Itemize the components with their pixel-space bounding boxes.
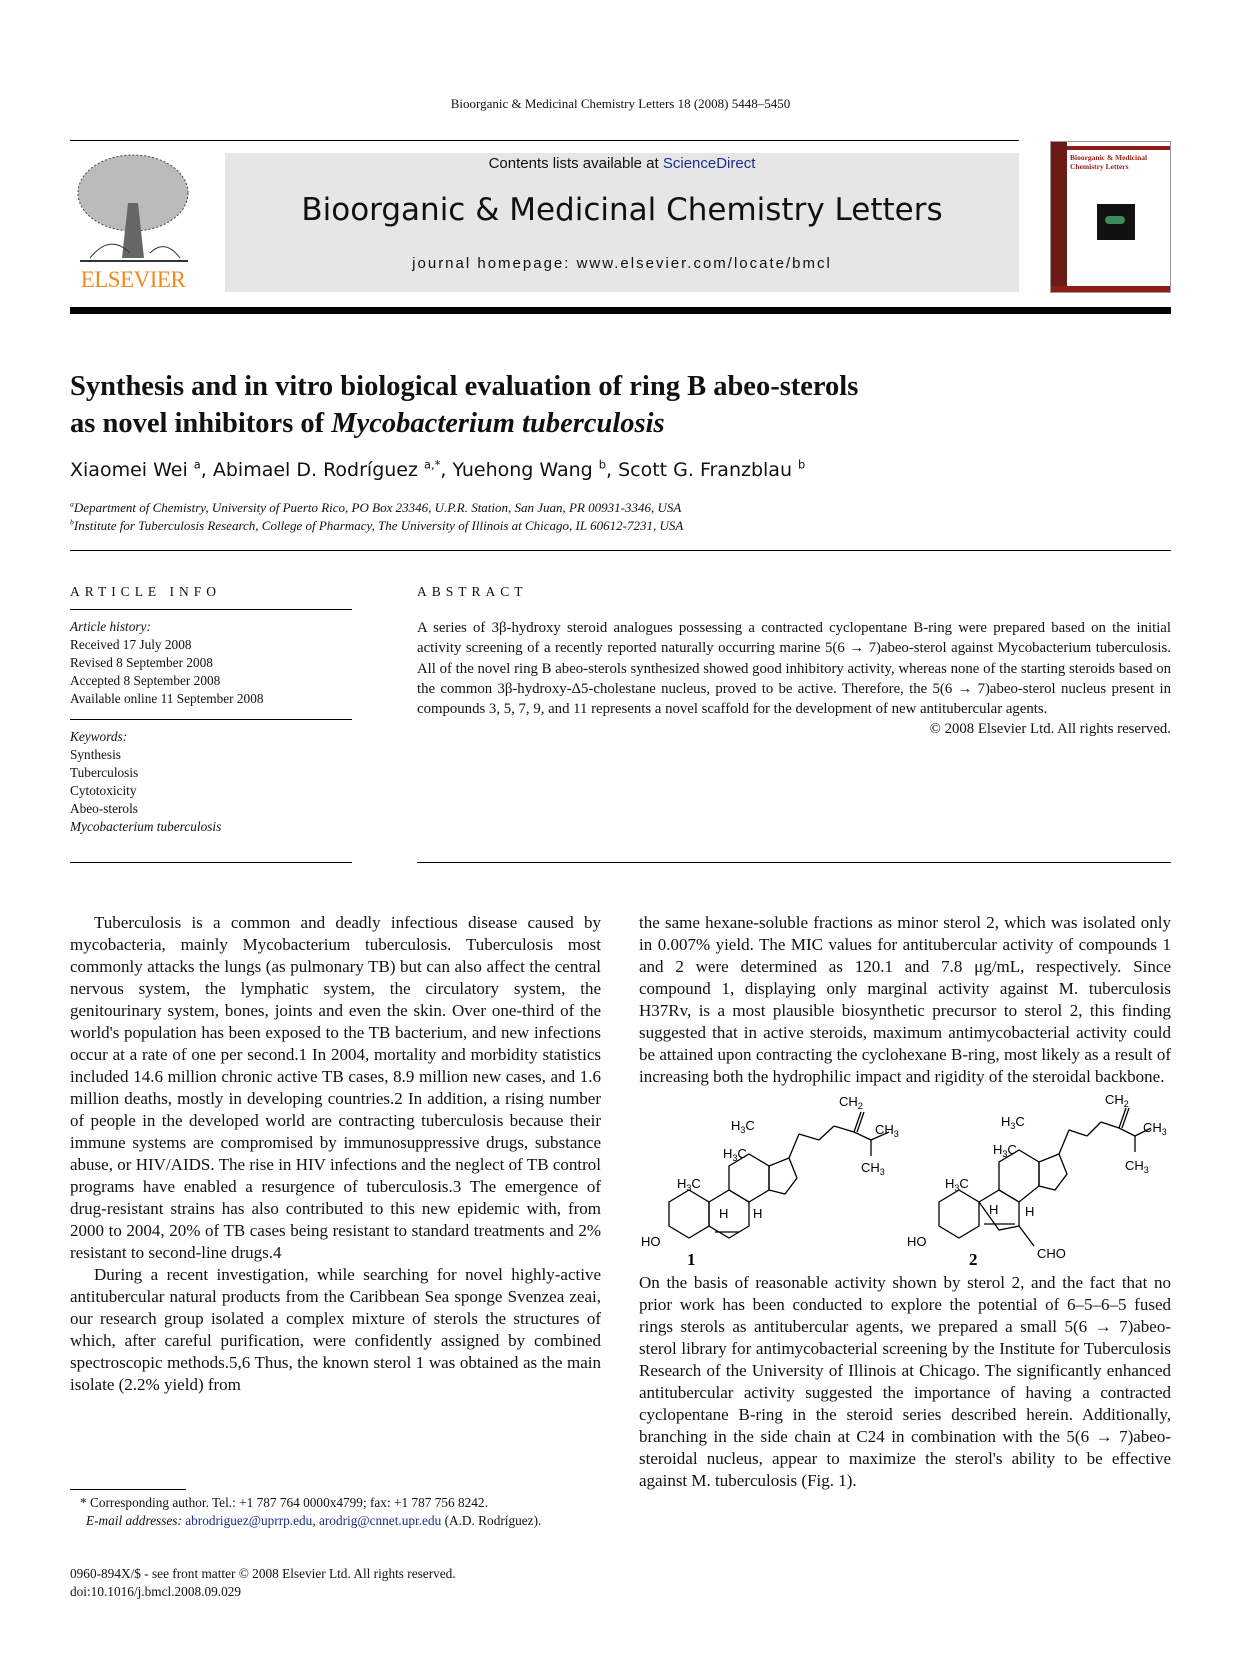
keyword: Abeo-sterols	[70, 801, 138, 816]
cover-title: Bioorganic & Medicinal Chemistry Letters	[1070, 153, 1148, 171]
abstract-heading: ABSTRACT	[417, 584, 528, 599]
keyword: Synthesis	[70, 747, 121, 762]
email-suffix: (A.D. Rodríguez).	[444, 1513, 542, 1528]
abstract	[417, 584, 1171, 740]
history-item: Available online 11 September 2008	[70, 691, 264, 706]
affiliation: $^a$Department of Chemistry, University of Puerto Rico, PO Box 23346, U.P.R. Station, San Juan, PR 00931-3346, USA	[70, 499, 682, 515]
header-rule	[70, 307, 1171, 314]
email-label: E-mail addresses:	[86, 1513, 182, 1528]
body-column-left	[70, 912, 601, 1396]
divider	[70, 140, 1019, 141]
footnote-rule	[70, 1489, 186, 1490]
sterol-structures-diagram	[639, 1090, 1171, 1268]
history-item: Revised 8 September 2008	[70, 655, 213, 670]
abstract-text: A series of 3β-hydroxy steroid analogues possessing a contracted cyclopentane B-ring were prepared based on the initial activity screening of a recently reported naturally occurring marine 5(6 → 7)abeo-sterol against Mycobacterium tuberculosis. All of the novel ring B abeo-sterols synthesized showed good inhibitory activity, whereas none of the starting steroids based on the common 3β-hydroxy-Δ5-cholestane nucleus, proved to be active. Therefore, the 5(6 → 7)abeo-sterol nucleus present in compounds 3, 5, 7, 9, and 11 represents a novel scaffold for the development of new antitubercular agents.	[417, 620, 1171, 718]
svg-text:H3C: $H_3C$	[723, 1146, 747, 1163]
author-list: Xiaomei Wei $^a$, Abimael D. Rodríguez $^{a,*}$, Yuehong Wang $^b$, Scott G. Franzblau $^b$	[70, 457, 806, 481]
tree-icon	[70, 153, 196, 265]
figure-structures	[639, 1090, 1171, 1268]
publisher-logo-text: ELSEVIER	[80, 267, 186, 292]
svg-text:CH2: $CH_2$	[839, 1094, 863, 1111]
copyright: © 2008 Elsevier Ltd. All rights reserved.	[929, 721, 1171, 738]
svg-text:H: H	[753, 1206, 763, 1221]
body-paragraph: On the basis of reasonable activity shown by sterol 2, and the fact that no prior work has been conducted to explore the potential of 6–5–6–5 fused rings sterols as antitubercular agents, we prepared a small 5(6 → 7)abeo-sterol library for antimycobacterial screening by the Institute for Tuberculosis Research of the University of Illinois at Chicago. The significantly enhanced antitubercular activity suggested the importance of having a contracted cyclopentane B-ring in the steroid series described herein. Additionally, branching in the side chain at C24 in combination with the 5(6 → 7)abeo-steroidal nucleus, appear to maximize the sterol's ability to be effective against M. tuberculosis (Fig. 1).	[639, 1273, 1171, 1490]
author[interactable]: Yuehong Wang $^b$	[452, 457, 606, 481]
running-header: Bioorganic & Medicinal Chemistry Letters 18 (2008) 5448–5450	[450, 96, 791, 111]
journal-banner	[225, 153, 1019, 292]
svg-text:H: H	[719, 1206, 729, 1221]
article-info-heading: ARTICLE INFO	[70, 584, 222, 599]
body-column-right	[639, 912, 1171, 1492]
svg-text:H: H	[1025, 1204, 1035, 1219]
keyword: Cytotoxicity	[70, 783, 137, 798]
svg-text:CH3: $CH_3$	[1143, 1120, 1167, 1137]
keywords-label: Keywords:	[70, 729, 128, 744]
svg-text:H: H	[989, 1202, 999, 1217]
issn-line: 0960-894X/$ - see front matter © 2008 Elsevier Ltd. All rights reserved.	[70, 1566, 456, 1581]
compound-2-label: 2	[969, 1250, 978, 1268]
sciencedirect-link[interactable]: ScienceDirect	[662, 155, 756, 172]
title-line-1: Synthesis and in vitro biological evaluation of ring B abeo-sterols	[70, 371, 859, 402]
history-item: Accepted 8 September 2008	[70, 673, 221, 688]
article-title	[70, 368, 1170, 442]
article-info	[70, 584, 352, 836]
contents-prefix: Contents lists available at	[488, 155, 663, 172]
svg-text:CH2: $CH_2$	[1105, 1092, 1129, 1109]
body-paragraph: During a recent investigation, while searching for novel highly-active antitubercular natural products from the Caribbean Sea sponge Svenzea zeai, our research group isolated a complex mixture of sterols the structures of which, after careful purification, were confidently assigned by combined spectroscopic methods.5,6 Thus, the known sterol 1 was obtained as the main isolate (2.2% yield) from	[70, 1265, 601, 1394]
doi[interactable]: doi:10.1016/j.bmcl.2008.09.029	[70, 1584, 242, 1599]
compound-1-label: 1	[687, 1250, 696, 1268]
author[interactable]: Scott G. Franzblau $^b$	[618, 457, 806, 481]
journal-title: Bioorganic & Medicinal Chemistry Letters	[301, 192, 943, 228]
journal-homepage[interactable]: journal homepage: www.elsevier.com/locate/bmcl	[412, 255, 832, 272]
svg-text:H3C: $H_3C$	[1001, 1114, 1025, 1131]
front-matter	[70, 1565, 456, 1601]
title-line-2: as novel inhibitors of	[70, 408, 332, 439]
divider	[417, 862, 1171, 863]
body-paragraph: Tuberculosis is a common and deadly infectious disease caused by mycobacteria, mainly Mycobacterium tuberculosis. Tuberculosis most commonly attacks the lungs (as pulmonary TB) but can also affect the central nervous system, the lymphatic system, the circulatory system, the genitourinary system, bones, joints and even the skin. Over one-third of the world's population has been exposed to the TB bacterium, and new infections occur at a rate of one per second.1 In 2004, mortality and morbidity statistics included 14.6 million chronic active TB cases, 8.9 million new cases, and 1.6 million deaths, mostly in developing countries.2 In addition, a rising number of people in the developed world are contracting tuberculosis because their immune systems are compromised by immunosuppressive drugs, substance abuse, or HIV/AIDS. The rise in HIV infections and the neglect of TB control programs have enabled a resurgence of tuberculosis.3 The emergence of drug-resistant strains has also contributed to this new epidemic with, from 2000 to 2004, 20% of TB cases being resistant to standard treatments and 2% resistant to second-line drugs.4	[70, 913, 601, 1262]
keyword: Mycobacterium tuberculosis	[70, 819, 222, 834]
contents-line	[225, 155, 1019, 172]
svg-text:CHO: CHO	[1037, 1246, 1066, 1261]
svg-text:H3C: $H_3C$	[993, 1142, 1017, 1159]
history-item: Received 17 July 2008	[70, 637, 192, 652]
divider	[70, 550, 1171, 551]
svg-text:CH3: $CH_3$	[1125, 1158, 1149, 1175]
svg-text:HO: HO	[907, 1234, 927, 1249]
body-paragraph: the same hexane-soluble fractions as minor sterol 2, which was isolated only in 0.007% yield. The MIC values for antitubercular activity of compounds 1 and 2 were determined as 120.1 and 7.8 μg/mL, respectively. Since compound 1, displaying only marginal activity against M. tuberculosis H37Rv, is a most plausible biosynthetic precursor to sterol 2, this finding suggested that in active steroids, maximum antimycobacterial activity could be attained upon contracting the cyclohexane B-ring, most likely as a result of increasing both the hydrophilic impact and rigidity of the steroidal backbone.	[639, 913, 1171, 1086]
svg-text:CH3: $CH_3$	[861, 1160, 885, 1177]
divider	[70, 862, 352, 863]
corresponding-author: * Corresponding author. Tel.: +1 787 764 0000x4799; fax: +1 787 756 8242.	[80, 1495, 488, 1510]
elsevier-logo	[70, 153, 196, 293]
history-label: Article history:	[70, 619, 151, 634]
hydroxyl-label: HO	[641, 1234, 661, 1249]
title-organism: Mycobacterium tuberculosis	[331, 408, 665, 439]
email-link[interactable]: arodrig@cnnet.upr.edu	[318, 1513, 442, 1528]
author[interactable]: Xiaomei Wei $^a$	[70, 457, 201, 481]
svg-text:H3C: $H_3C$	[677, 1176, 701, 1193]
journal-cover	[1050, 141, 1171, 293]
affiliation: $^b$Institute for Tuberculosis Research, College of Pharmacy, The University of Illinois at Chicago, IL 60612-7231, USA	[70, 517, 684, 533]
footnote: * Corresponding author. Tel.: +1 787 764 0000x4799; fax: +1 787 756 8242. E-mail addresses: abrodriguez@uprrp.edu, arodrig@cnnet.upr.edu (A.D. Rodríguez).	[70, 1494, 601, 1530]
author[interactable]: Abimael D. Rodríguez $^{a,*}$	[212, 457, 441, 481]
keyword: Tuberculosis	[70, 765, 139, 780]
svg-text:H3C: $H_3C$	[945, 1176, 969, 1193]
svg-text:H3C: $H_3C$	[731, 1118, 755, 1135]
email-link[interactable]: abrodriguez@uprrp.edu	[185, 1513, 313, 1528]
svg-text:CH3: $CH_3$	[875, 1122, 899, 1139]
